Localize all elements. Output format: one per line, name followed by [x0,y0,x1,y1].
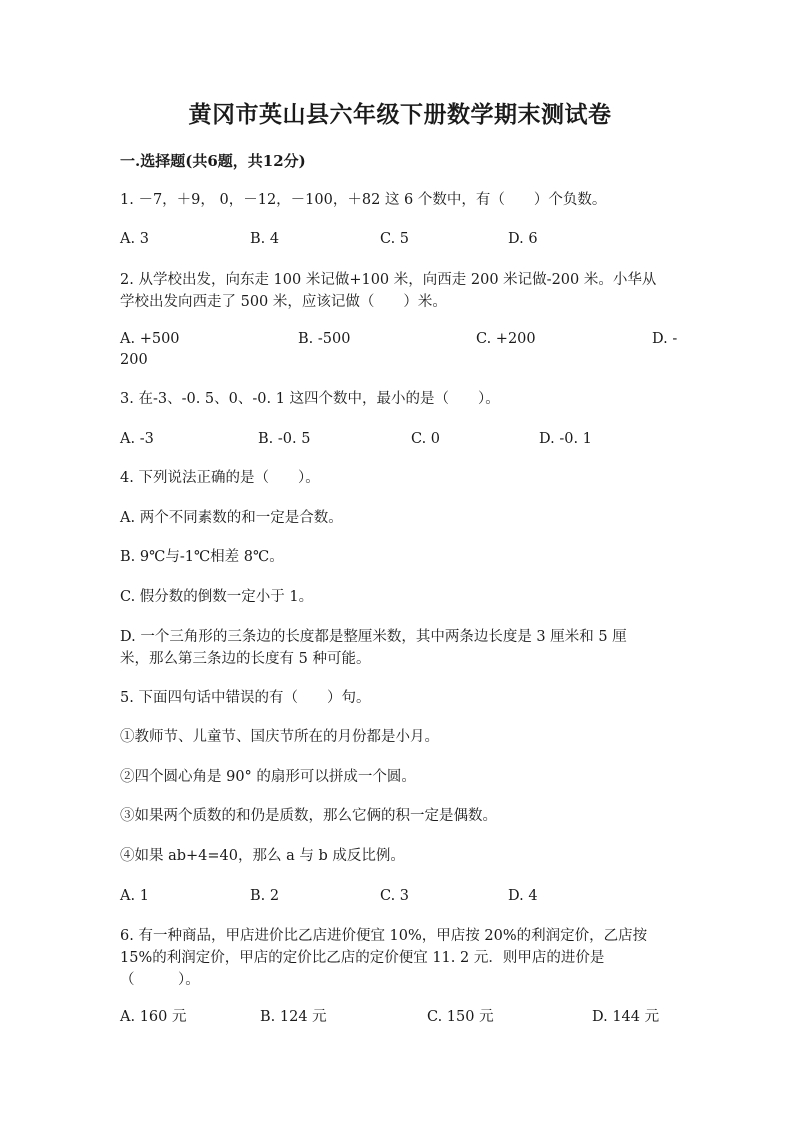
question-6-option-d: D. 144 元 [592,1009,660,1025]
section-heading: 一.选择题(共6题，共12分) [120,152,306,170]
question-6-stem-line-2: 15%的利润定价，甲店的定价比乙店的定价便宜 11. 2 元．则甲店的进价是 [120,950,605,966]
question-1-stem: 1. －7，＋9， 0，－12，－100，＋82 这 6 个数中，有（ ）个负数。 [120,192,607,208]
page-title: 黄冈市英山县六年级下册数学期末测试卷 [188,101,612,128]
question-5-option-b: B. 2 [250,888,280,904]
question-5-stem: 5. 下面四句话中错误的有（ ）句。 [120,690,371,706]
question-6-stem-line-1: 6. 有一种商品，甲店进价比乙店进价便宜 10%，甲店按 20%的利润定价，乙店按 [120,928,648,944]
question-4-option-c: C. 假分数的倒数一定小于 1。 [120,589,314,605]
question-6-stem-line-3: （ ）。 [120,972,200,988]
question-6-option-a: A. 160 元 [120,1009,187,1025]
question-2-option-c: C. +200 [476,331,536,347]
question-1-option-a: A. 3 [120,231,149,247]
question-2-stem-line-1: 2. 从学校出发，向东走 100 米记做+100 米，向西走 200 米记做-200 米。小华从 [120,272,657,288]
question-4-option-b: B. 9℃与-1℃相差 8℃。 [120,549,284,565]
question-5-statement-2: ②四个圆心角是 90° 的扇形可以拼成一个圆。 [120,769,416,785]
question-5-statement-3: ③如果两个质数的和仍是质数，那么它俩的积一定是偶数。 [120,808,497,824]
question-3-stem: 3. 在-3、-0. 5、0、-0. 1 这四个数中，最小的是（ ）。 [120,391,500,407]
question-3-option-b: B. -0. 5 [258,431,311,447]
question-2-option-b: B. -500 [298,331,351,347]
question-5-statement-4: ④如果 ab+4=40，那么 a 与 b 成反比例。 [120,848,405,864]
question-3-option-a: A. -3 [120,431,154,447]
question-1-option-b: B. 4 [250,231,280,247]
question-2-option-a: A. +500 [120,331,180,347]
question-4-option-a: A. 两个不同素数的和一定是合数。 [120,510,343,526]
question-5-statement-1: ①教师节、儿童节、国庆节所在的月份都是小月。 [120,729,439,745]
question-4-option-d-line-2: 米，那么第三条边的长度有 5 种可能。 [120,651,371,667]
question-5-option-a: A. 1 [120,888,149,904]
question-5-option-d: D. 4 [508,888,538,904]
question-1-option-d: D. 6 [508,231,538,247]
question-2-stem-line-2: 学校出发向西走了 500 米，应该记做（ ）米。 [120,294,447,310]
question-5-option-c: C. 3 [380,888,410,904]
question-1-option-c: C. 5 [380,231,410,247]
question-4-option-d-line-1: D. 一个三角形的三条边的长度都是整厘米数，其中两条边长度是 3 厘米和 5 厘 [120,629,627,645]
question-2-option-d: D. - [652,331,678,347]
question-3-option-c: C. 0 [411,431,441,447]
question-2-option-d-wrap: 200 [120,352,148,368]
question-4-stem: 4. 下列说法正确的是（ ）。 [120,470,320,486]
question-6-option-b: B. 124 元 [260,1009,327,1025]
question-6-option-c: C. 150 元 [427,1009,494,1025]
question-3-option-d: D. -0. 1 [539,431,592,447]
